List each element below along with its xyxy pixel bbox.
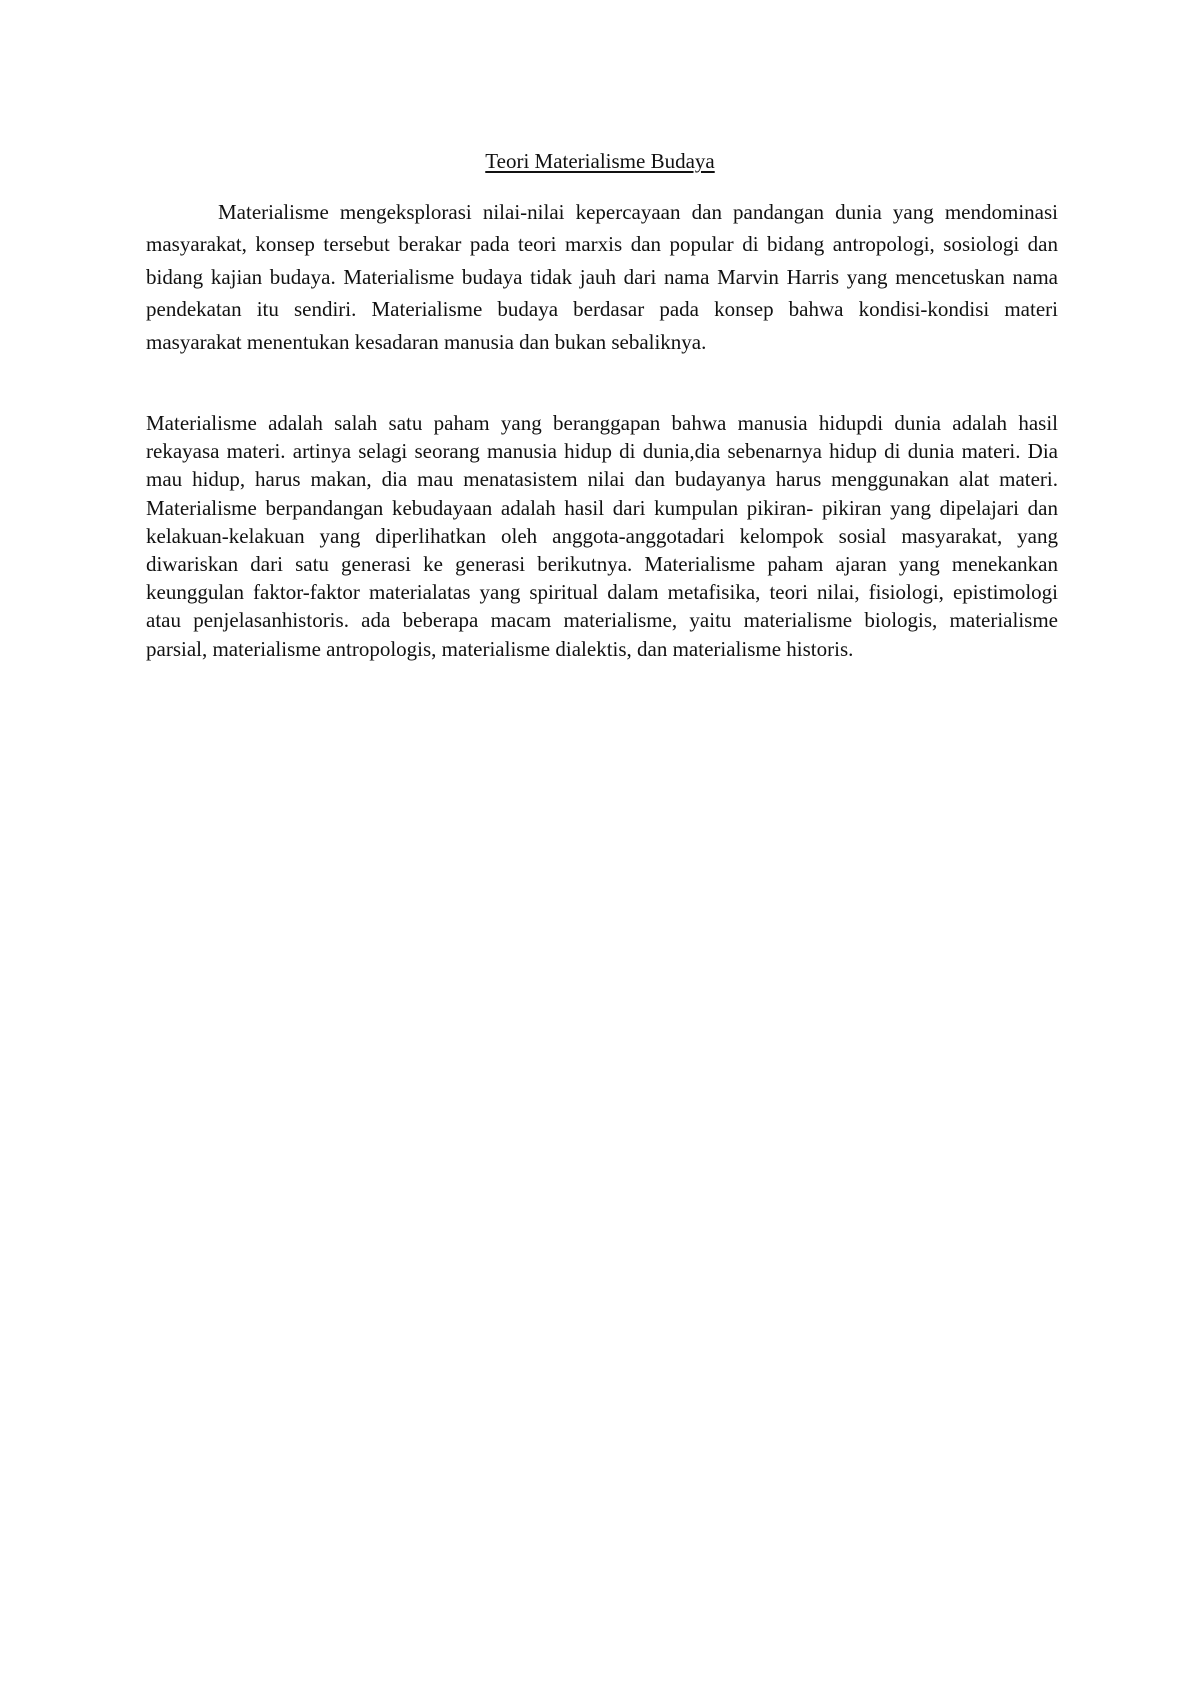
document-title: Teori Materialisme Budaya (485, 149, 715, 173)
paragraph-2: Materialisme adalah salah satu paham yang beranggapan bahwa manusia hidupdi dunia adalah hasil rekayasa materi. artinya selagi seorang manusia hidup di dunia,dia sebenarnya hidup di dunia materi. Dia mau hidup, harus makan, dia mau menatasistem nilai dan budayanya harus menggunakan alat materi. Materialisme berpandangan kebudayaan adalah hasil dari kumpulan pikiran- pikiran yang dipelajari dan kelakuan-kelakuan yang diperlihatkan oleh anggota-anggotadari kelompok sosial masyarakat, yang diwariskan dari satu generasi ke generasi berikutnya. Materialisme paham ajaran yang menekankan keunggulan faktor-faktor materialatas yang spiritual dalam metafisika, teori nilai, fisiologi, epistimologi atau penjelasanhistoris. ada beberapa macam materialisme, yaitu materialisme biologis, materialisme parsial, materialisme antropologis, materialisme dialektis, dan materialisme historis. (146, 411, 1058, 661)
paragraph-1: Materialisme mengeksplorasi nilai-nilai kepercayaan dan pandangan dunia yang mendominasi masyarakat, konsep tersebut berakar pada teori marxis dan popular di bidang antropologi, sosiologi dan bidang kajian budaya. Materialisme budaya tidak jauh dari nama Marvin Harris yang mencetuskan nama pendekatan itu sendiri. Materialisme budaya berdasar pada konsep bahwa kondisi-kondisi materi masyarakat menentukan kesadaran manusia dan bukan sebaliknya. (146, 200, 1058, 354)
